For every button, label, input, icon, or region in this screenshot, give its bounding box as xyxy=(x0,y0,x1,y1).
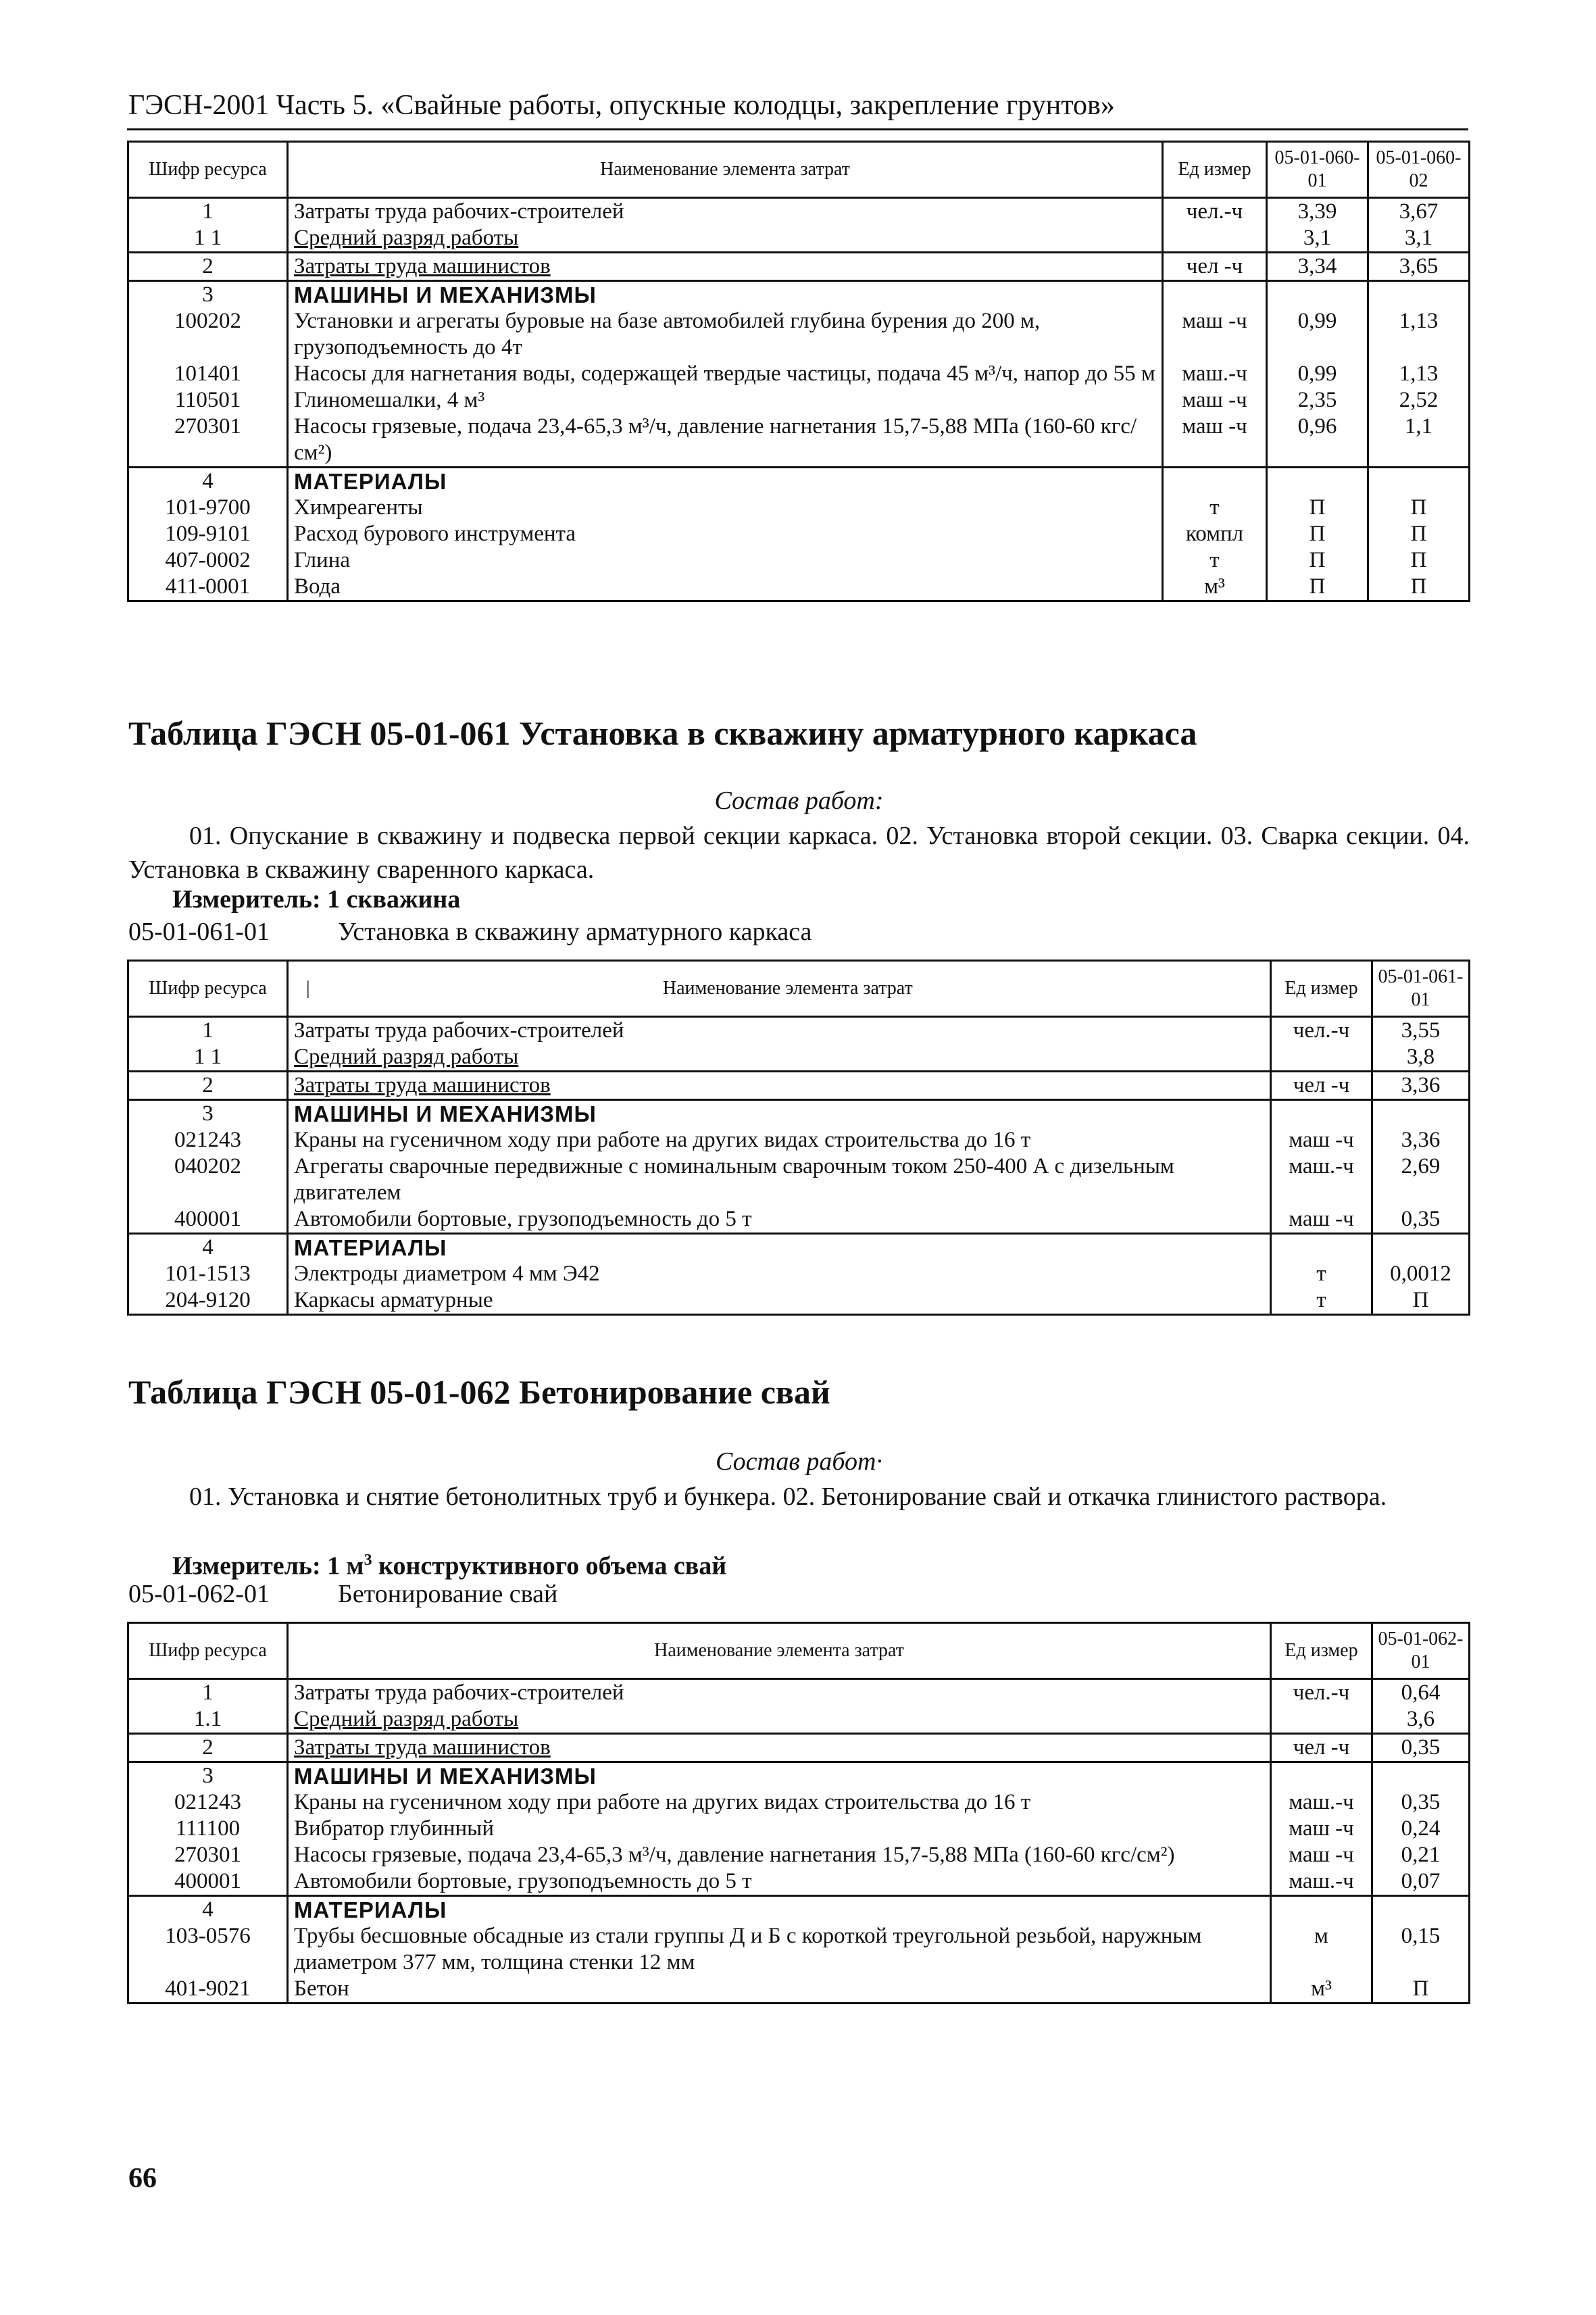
cell-value: 0,07 xyxy=(1372,1868,1470,1896)
col-header-norm: 05-01-060-01 xyxy=(1267,142,1368,198)
table-row xyxy=(128,1734,1470,1762)
col-header-name: Наименование элемента затрат xyxy=(288,1623,1271,1679)
cell-value: 3,34 xyxy=(1267,253,1368,281)
table-row xyxy=(128,1261,1470,1287)
col-header-name: | Наименование элемента затрат xyxy=(288,961,1271,1017)
cell-code: 3 xyxy=(128,1762,288,1790)
cell-code: 100202 xyxy=(128,308,288,361)
cell-code: 2 xyxy=(128,253,288,281)
cell-value xyxy=(1368,281,1470,309)
cell-code: 4 xyxy=(128,1234,288,1262)
cell-unit: чел.-ч xyxy=(1163,198,1267,226)
cell-value: П xyxy=(1368,547,1470,574)
cell-value: 0,99 xyxy=(1267,361,1368,387)
cell-code: 040202 xyxy=(128,1153,288,1206)
cell-code: 4 xyxy=(128,468,288,495)
cell-code: 401-9021 xyxy=(128,1976,288,2003)
cell-code: 111100 xyxy=(128,1816,288,1842)
cell-value: 2,52 xyxy=(1368,387,1470,414)
cell-code: 1 xyxy=(128,1017,288,1045)
cell-value: П xyxy=(1372,1287,1470,1315)
col-header-norm: 05-01-062-01 xyxy=(1372,1623,1470,1679)
cell-value xyxy=(1368,468,1470,495)
table-row xyxy=(128,253,1470,281)
cell-code: 021243 xyxy=(128,1789,288,1816)
cell-unit: маш.-ч xyxy=(1271,1868,1372,1896)
composition-heading: Состав работ: xyxy=(714,787,884,815)
cell-unit xyxy=(1271,1762,1372,1790)
cell-unit: чел -ч xyxy=(1271,1072,1372,1100)
section-row xyxy=(128,468,1470,495)
cell-code: 103-0576 xyxy=(128,1923,288,1976)
cell-code: 1 xyxy=(128,1679,288,1707)
work-description: 01. Опускание в скважину и подвеска первой секции каркаса. 02. Установка второй секции. 03. Сварка секции. 04. Установка в скважину сваренного каркаса. xyxy=(128,822,1470,884)
cell-value: 1,13 xyxy=(1368,308,1470,361)
cell-unit: компл xyxy=(1163,521,1267,547)
cell-value xyxy=(1267,468,1368,495)
cell-unit: т xyxy=(1163,495,1267,521)
cell-value xyxy=(1267,281,1368,309)
cell-name: Затраты труда машинистов xyxy=(288,1072,1271,1100)
cell-code: 1 1 xyxy=(128,1044,288,1072)
cell-value: 3,36 xyxy=(1372,1127,1470,1153)
cell-unit xyxy=(1271,1896,1372,1924)
cell-code: 101401 xyxy=(128,361,288,387)
table-row xyxy=(128,1706,1470,1734)
table-header-row xyxy=(128,1623,1470,1679)
estimate-table-062 xyxy=(127,1622,1470,2004)
cell-code: 109-9101 xyxy=(128,521,288,547)
cell-value: 3,6 xyxy=(1372,1706,1470,1734)
table-title: Таблица ГЭСН 05-01-062 Бетонирование свай xyxy=(128,1373,830,1411)
cell-code: 1.1 xyxy=(128,1706,288,1734)
table-row xyxy=(128,1679,1470,1707)
table-row xyxy=(128,1816,1470,1842)
cell-name: Средний разряд работы xyxy=(288,1044,1271,1072)
cell-value: П xyxy=(1267,521,1368,547)
cell-unit xyxy=(1163,225,1267,253)
cell-code: 400001 xyxy=(128,1206,288,1234)
col-header-code: Шифр ресурса xyxy=(128,1623,288,1679)
table-row xyxy=(128,1017,1470,1045)
measure-unit: Измеритель: 1 скважина xyxy=(172,885,461,914)
header-divider xyxy=(127,128,1468,130)
cell-value: 3,1 xyxy=(1267,225,1368,253)
cell-unit xyxy=(1163,281,1267,309)
norm-code: 05-01-061-01 xyxy=(128,918,270,946)
cell-name: Химреагенты xyxy=(288,495,1163,521)
cell-name: Электроды диаметром 4 мм Э42 xyxy=(288,1261,1271,1287)
cell-value: 0,35 xyxy=(1372,1206,1470,1234)
cell-value: 0,0012 xyxy=(1372,1261,1470,1287)
col-header-unit: Ед измер xyxy=(1163,142,1267,198)
cell-unit: м xyxy=(1271,1923,1372,1976)
header-mark: | xyxy=(306,978,310,999)
table-header-row xyxy=(128,961,1470,1017)
section-row xyxy=(128,1762,1470,1790)
cell-name: Затраты труда рабочих-строителей xyxy=(288,1017,1271,1045)
table-row xyxy=(128,1789,1470,1816)
cell-unit: чел -ч xyxy=(1163,253,1267,281)
cell-name: Глина xyxy=(288,547,1163,574)
cell-name: МАТЕРИАЛЫ xyxy=(288,1896,1271,1924)
cell-value: 0,64 xyxy=(1372,1679,1470,1707)
cell-code: 110501 xyxy=(128,387,288,414)
table-row xyxy=(128,225,1470,253)
table-row xyxy=(128,1072,1470,1100)
cell-name: Бетон xyxy=(288,1976,1271,2003)
cell-code: 3 xyxy=(128,281,288,309)
cell-value xyxy=(1372,1896,1470,1924)
cell-unit: чел -ч xyxy=(1271,1734,1372,1762)
cell-value: 0,99 xyxy=(1267,308,1368,361)
cell-value: 0,35 xyxy=(1372,1734,1470,1762)
table-row xyxy=(128,308,1470,361)
cell-unit: маш -ч xyxy=(1271,1206,1372,1234)
cell-unit: маш -ч xyxy=(1163,414,1267,468)
cell-code: 101-1513 xyxy=(128,1261,288,1287)
cell-value: П xyxy=(1368,521,1470,547)
cell-unit: маш -ч xyxy=(1163,387,1267,414)
cell-unit: маш -ч xyxy=(1163,308,1267,361)
cell-unit: чел.-ч xyxy=(1271,1017,1372,1045)
cell-name: Насосы грязевые, подача 23,4-65,3 м³/ч, давление нагнетания 15,7-5,88 МПа (160-60 кгс/см²) xyxy=(288,414,1163,468)
table-row xyxy=(128,1153,1470,1206)
cell-code: 3 xyxy=(128,1100,288,1128)
cell-unit: маш.-ч xyxy=(1271,1789,1372,1816)
table-row xyxy=(128,1868,1470,1896)
cell-value: 3,1 xyxy=(1368,225,1470,253)
section-row xyxy=(128,1896,1470,1924)
cell-value xyxy=(1372,1234,1470,1262)
cell-name: Краны на гусеничном ходу при работе на других видах строительства до 16 т xyxy=(288,1127,1271,1153)
cell-code: 021243 xyxy=(128,1127,288,1153)
cell-name: Автомобили бортовые, грузоподъемность до 5 т xyxy=(288,1868,1271,1896)
cell-name: Средний разряд работы xyxy=(288,225,1163,253)
cell-value: 3,67 xyxy=(1368,198,1470,226)
cell-value: П xyxy=(1368,495,1470,521)
cell-unit: маш -ч xyxy=(1271,1842,1372,1868)
norm-code-line xyxy=(128,1578,557,1610)
cell-code: 1 xyxy=(128,198,288,226)
cell-name: МАТЕРИАЛЫ xyxy=(288,468,1163,495)
cell-value: П xyxy=(1368,574,1470,601)
cell-unit xyxy=(1163,468,1267,495)
estimate-table-061 xyxy=(127,960,1470,1316)
cell-value: 3,36 xyxy=(1372,1072,1470,1100)
cell-value: 0,24 xyxy=(1372,1816,1470,1842)
cell-unit xyxy=(1271,1044,1372,1072)
cell-unit: маш -ч xyxy=(1271,1127,1372,1153)
cell-name: Глиномешалки, 4 м³ xyxy=(288,387,1163,414)
cell-code: 204-9120 xyxy=(128,1287,288,1315)
cell-name: МАШИНЫ И МЕХАНИЗМЫ xyxy=(288,281,1163,309)
table-row xyxy=(128,1923,1470,1976)
cell-value: П xyxy=(1267,574,1368,601)
work-description: 01. Установка и снятие бетонолитных труб и бункера. 02. Бетонирование свай и откачка глинистого раствора. xyxy=(189,1483,1387,1511)
cell-unit: маш.-ч xyxy=(1163,361,1267,387)
table-title: Таблица ГЭСН 05-01-061 Установка в скважину арматурного каркаса xyxy=(128,714,1197,752)
cell-value: П xyxy=(1372,1976,1470,2003)
norm-code-title: Установка в скважину арматурного каркаса xyxy=(338,918,812,946)
cell-value xyxy=(1372,1100,1470,1128)
cell-name: МАТЕРИАЛЫ xyxy=(288,1234,1271,1262)
cell-name: Краны на гусеничном ходу при работе на других видах строительства до 16 т xyxy=(288,1789,1271,1816)
cell-unit xyxy=(1271,1234,1372,1262)
table-row xyxy=(128,1044,1470,1072)
col-header-code: Шифр ресурса xyxy=(128,961,288,1017)
cell-name: Затраты труда рабочих-строителей xyxy=(288,1679,1271,1707)
cell-code: 407-0002 xyxy=(128,547,288,574)
table-row xyxy=(128,495,1470,521)
table-header-row xyxy=(128,142,1470,198)
cell-value: 3,8 xyxy=(1372,1044,1470,1072)
cell-name: Агрегаты сварочные передвижные с номинальным сварочным током 250-400 А с дизельным двигателем xyxy=(288,1153,1271,1206)
table-row xyxy=(128,1206,1470,1234)
cell-name: МАШИНЫ И МЕХАНИЗМЫ xyxy=(288,1100,1271,1128)
cell-unit: м³ xyxy=(1271,1976,1372,2003)
cell-code: 400001 xyxy=(128,1868,288,1896)
running-header: ГЭСН-2001 Часть 5. «Свайные работы, опускные колодцы, закрепление грунтов» xyxy=(128,90,1115,121)
cell-name: МАШИНЫ И МЕХАНИЗМЫ xyxy=(288,1762,1271,1790)
cell-code: 270301 xyxy=(128,1842,288,1868)
cell-code: 411-0001 xyxy=(128,574,288,601)
cell-value: 2,35 xyxy=(1267,387,1368,414)
cell-unit xyxy=(1271,1706,1372,1734)
table-row xyxy=(128,1842,1470,1868)
cell-name: Автомобили бортовые, грузоподъемность до 5 т xyxy=(288,1206,1271,1234)
cell-unit: маш.-ч xyxy=(1271,1153,1372,1206)
cell-code: 1 1 xyxy=(128,225,288,253)
table-row xyxy=(128,1287,1470,1315)
col-header-name: Наименование элемента затрат xyxy=(288,142,1163,198)
cell-value: П xyxy=(1267,495,1368,521)
cell-name: Насосы грязевые, подача 23,4-65,3 м³/ч, давление нагнетания 15,7-5,88 МПа (160-60 кгс/см²) xyxy=(288,1842,1271,1868)
col-header-norm: 05-01-061-01 xyxy=(1372,961,1470,1017)
cell-value xyxy=(1372,1762,1470,1790)
col-header-norm: 05-01-060-02 xyxy=(1368,142,1470,198)
cell-name: Вибратор глубинный xyxy=(288,1816,1271,1842)
table-row xyxy=(128,547,1470,574)
col-header-unit: Ед измер xyxy=(1271,961,1372,1017)
cell-unit: чел.-ч xyxy=(1271,1679,1372,1707)
cell-name: Затраты труда машинистов xyxy=(288,1734,1271,1762)
cell-code: 270301 xyxy=(128,414,288,468)
cell-value: 1,1 xyxy=(1368,414,1470,468)
col-header-unit: Ед измер xyxy=(1271,1623,1372,1679)
cell-name: Средний разряд работы xyxy=(288,1706,1271,1734)
table-row xyxy=(128,387,1470,414)
cell-unit xyxy=(1271,1100,1372,1128)
cell-name: Затраты труда машинистов xyxy=(288,253,1163,281)
cell-code: 2 xyxy=(128,1734,288,1762)
cell-code: 101-9700 xyxy=(128,495,288,521)
cell-name: Установки и агрегаты буровые на базе автомобилей глубина бурения до 200 м, грузоподъемность до 4т xyxy=(288,308,1163,361)
cell-code: 4 xyxy=(128,1896,288,1924)
cell-value: 0,96 xyxy=(1267,414,1368,468)
cell-name: Затраты труда рабочих-строителей xyxy=(288,198,1163,226)
cell-value: 0,21 xyxy=(1372,1842,1470,1868)
table-row xyxy=(128,521,1470,547)
measure-unit: Измеритель: 1 $м^3$ конструктивного объема свай xyxy=(172,1551,727,1580)
table-row xyxy=(128,198,1470,226)
section-row xyxy=(128,281,1470,309)
cell-value: 3,55 xyxy=(1372,1017,1470,1045)
table-row xyxy=(128,1127,1470,1153)
cell-unit: т xyxy=(1163,547,1267,574)
cell-name: Трубы бесшовные обсадные из стали группы Д и Б с короткой треугольной резьбой, наружным диаметром 377 мм, толщина стенки 12 мм xyxy=(288,1923,1271,1976)
page-number: 66 xyxy=(128,2163,157,2194)
cell-name: Насосы для нагнетания воды, содержащей твердые частицы, подача 45 м³/ч, напор до 55 м xyxy=(288,361,1163,387)
cell-value: 1,13 xyxy=(1368,361,1470,387)
cell-unit: т xyxy=(1271,1287,1372,1315)
cell-code: 2 xyxy=(128,1072,288,1100)
cell-unit: т xyxy=(1271,1261,1372,1287)
section-row xyxy=(128,1100,1470,1128)
cell-name: Каркасы арматурные xyxy=(288,1287,1271,1315)
cell-value: 3,65 xyxy=(1368,253,1470,281)
cell-name: Вода xyxy=(288,574,1163,601)
norm-code-title: Бетонирование свай xyxy=(338,1580,558,1608)
cell-value: 0,15 xyxy=(1372,1923,1470,1976)
table-row xyxy=(128,414,1470,468)
col-header-code: Шифр ресурса xyxy=(128,142,288,198)
cell-unit: маш -ч xyxy=(1271,1816,1372,1842)
composition-heading: Состав работ· xyxy=(716,1447,882,1476)
estimate-table-060 xyxy=(127,141,1470,602)
norm-code-line xyxy=(128,916,812,947)
table-row xyxy=(128,574,1470,601)
cell-unit: м³ xyxy=(1163,574,1267,601)
cell-value: 0,35 xyxy=(1372,1789,1470,1816)
section-row xyxy=(128,1234,1470,1262)
cell-name: Расход бурового инструмента xyxy=(288,521,1163,547)
norm-code: 05-01-062-01 xyxy=(128,1580,270,1608)
cell-value: 3,39 xyxy=(1267,198,1368,226)
cell-value: П xyxy=(1267,547,1368,574)
cell-value: 2,69 xyxy=(1372,1153,1470,1206)
table-row xyxy=(128,1976,1470,2003)
table-row xyxy=(128,361,1470,387)
